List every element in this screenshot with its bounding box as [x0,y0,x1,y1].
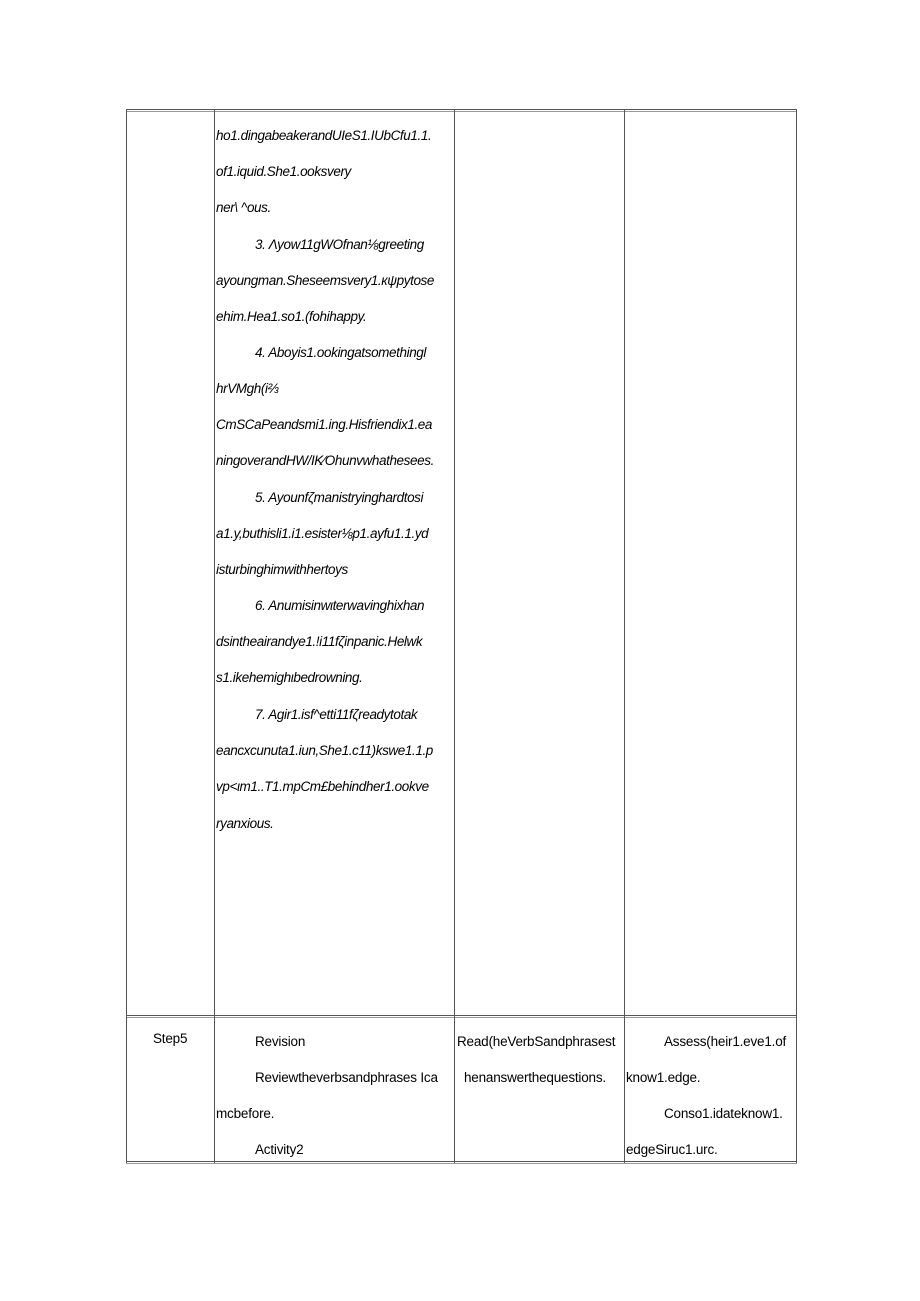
activity-text-line: isturbinghimwithhertoys [216,562,348,577]
revision-heading: Revision [255,1034,306,1049]
activity-text-line: ner\ ^ous. [216,200,271,215]
student-activity-line: Read(heVerbSandphrasest [457,1034,616,1049]
purpose-line: Assess(heir1.eve1.of [664,1034,787,1049]
activity-text-line: a1.y,buthisli1.i1.esister⅛p1.ayfu1.1.yd [216,526,429,541]
teacher-activity-cell [216,1018,454,1160]
activity-text-line: 5. Ayounfζmanistryinghardtosi [255,490,424,505]
student-activity-cell [456,1018,623,1160]
activity-text-line: ryanxious. [216,816,274,831]
purpose-line: Conso1.idateknow1. [664,1106,783,1121]
activity-text-line: 6. Anumisinwιterwavinghixhan [255,598,425,613]
activity-heading: Activity2 [255,1142,304,1157]
activity-text-line: eancxcunuta1.iun,She1.c11)kswe1.1.p [216,743,433,758]
activity-text-line: 7. Agir1.isf^etti11fζreadytotak [255,707,418,722]
activity-text-line: vp<ιm1..T1.mpCm£behindher1.ookve [216,779,429,794]
step-cell [127,1018,213,1160]
purpose-cell [626,1018,795,1160]
teacher-activity-line: Reviewtheverbsandphrases Ica [255,1070,438,1085]
step-label: Step5 [153,1031,188,1046]
table-bottom-border [126,1161,797,1164]
activity-text-line: 3. Λyow11gWOfnan⅛greeting [255,237,424,252]
column-divider-2 [454,110,455,1163]
activity-text-line: ehim.Hea1.so1.(fohihappy. [216,309,367,324]
purpose-line: know1.edge. [626,1070,701,1085]
upper-student-activity-cell [456,112,623,1014]
table-right-border [796,110,797,1163]
activity-text-line: ningoverandHW/IK∕Ohunvwhathesees. [216,453,434,468]
upper-purpose-cell [626,112,795,1014]
activity-text-line: CmSCaPeandsmi1.ing.Hisfriendix1.ea [216,417,433,432]
upper-activity-cell [216,112,454,1014]
activity-text-line: ayoungman.Sheseemsvery1.кψpytose [216,273,435,288]
teacher-activity-line: mcbefore. [216,1106,275,1121]
upper-step-cell [127,112,213,1014]
purpose-line: edgeSiruc1.urc. [626,1142,718,1157]
column-divider-3 [624,110,625,1163]
student-activity-line: henanswerthequestions. [464,1070,606,1085]
activity-text-line: of1.iquid.She1.ooksvery [216,164,351,179]
activity-text-line: ho1.dingabeakerandUIeS1.IUbCfu1.1. [216,128,432,143]
activity-text-line: hrVMgh(i⅔ [216,381,279,396]
activity-text-line: dsintheairandye1.!i11fζinpanic.Helwk [216,634,423,649]
activity-text-line: s1.ikehemighιbedrowning. [216,670,363,685]
column-divider-1 [214,110,215,1163]
activity-text-line: 4. Aboyis1.ookingatsomethingl [255,345,427,360]
